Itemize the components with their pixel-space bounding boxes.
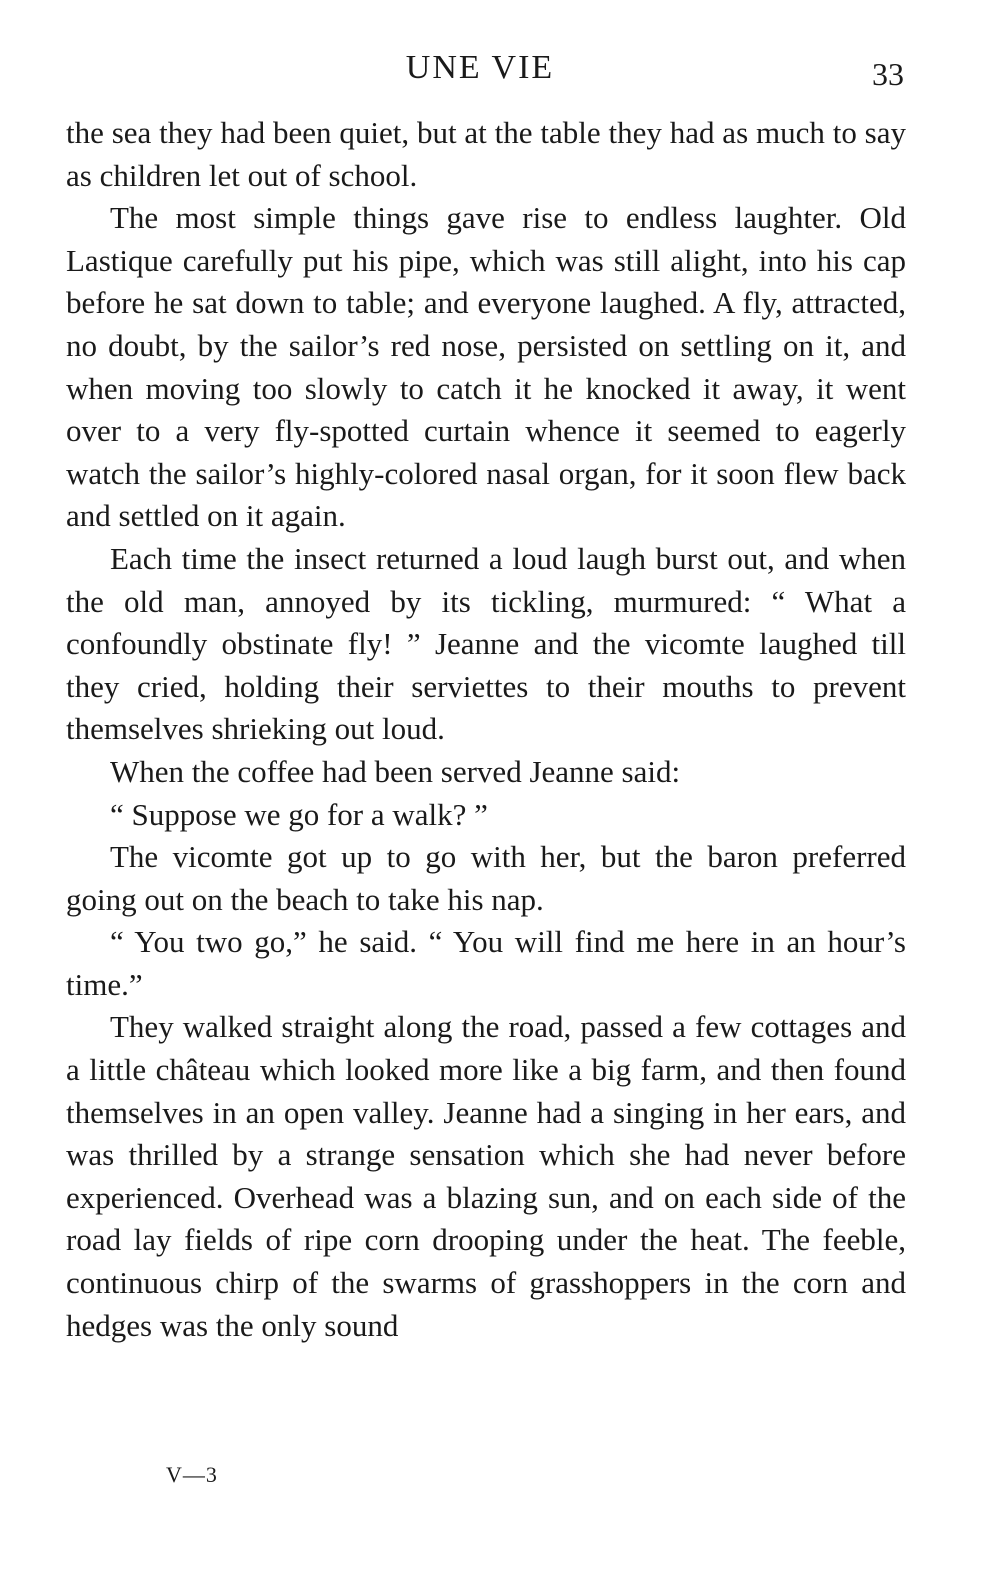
paragraph: When the coffee had been served Jeanne said: — [110, 753, 681, 789]
paragraph: “ You two go,” he said. “ You will find me here in an hour’s time.” — [66, 924, 906, 1002]
running-title: UNE VIE — [405, 49, 555, 86]
signature-mark: V—3 — [166, 1462, 218, 1487]
paragraph: “ Suppose we go for a walk? ” — [110, 796, 488, 832]
paragraph: the sea they had been quiet, but at the table they had as much to say as children let out of school. — [66, 115, 906, 193]
paragraph: The most simple things gave rise to endless laughter. Old Lastique carefully put his pipe, which was still alight, into his cap before he sat down to table; and everyone laughed. A fly, attracted, no doubt, by the sailor’s red nose, persisted on settling on it, and when moving too slowly to catch it he knocked it away, it went over to a very fly-spotted curtain whence it seemed to eagerly watch the sailor’s highly-colored nasal organ, for it soon flew back and settled on it again. — [66, 200, 906, 534]
page-number: 33 — [872, 56, 904, 92]
body-text — [66, 112, 906, 1347]
running-head — [0, 44, 1000, 92]
paragraph: They walked straight along the road, passed a few cottages and a little château which looked more like a big farm, and then found themselves in an open valley. Jeanne had a singing in her ears, and was thrilled by a strange sensation which she had never before experienced. Overhead was a blazing sun, and on each side of the road lay fields of ripe corn drooping under the heat. The feeble, continuous chirp of the swarms of grasshoppers in the corn and hedges was the only sound — [66, 1009, 906, 1343]
paragraph: The vicomte got up to go with her, but the baron preferred going out on the beach to take his nap. — [66, 839, 906, 917]
paragraph: Each time the insect returned a loud laugh burst out, and when the old man, annoyed by its tickling, murmured: “ What a confoundly obstinate fly! ” Jeanne and the vicomte laughed till they cried, holding their serviettes to their mouths to prevent themselves shrieking out loud. — [66, 540, 906, 747]
